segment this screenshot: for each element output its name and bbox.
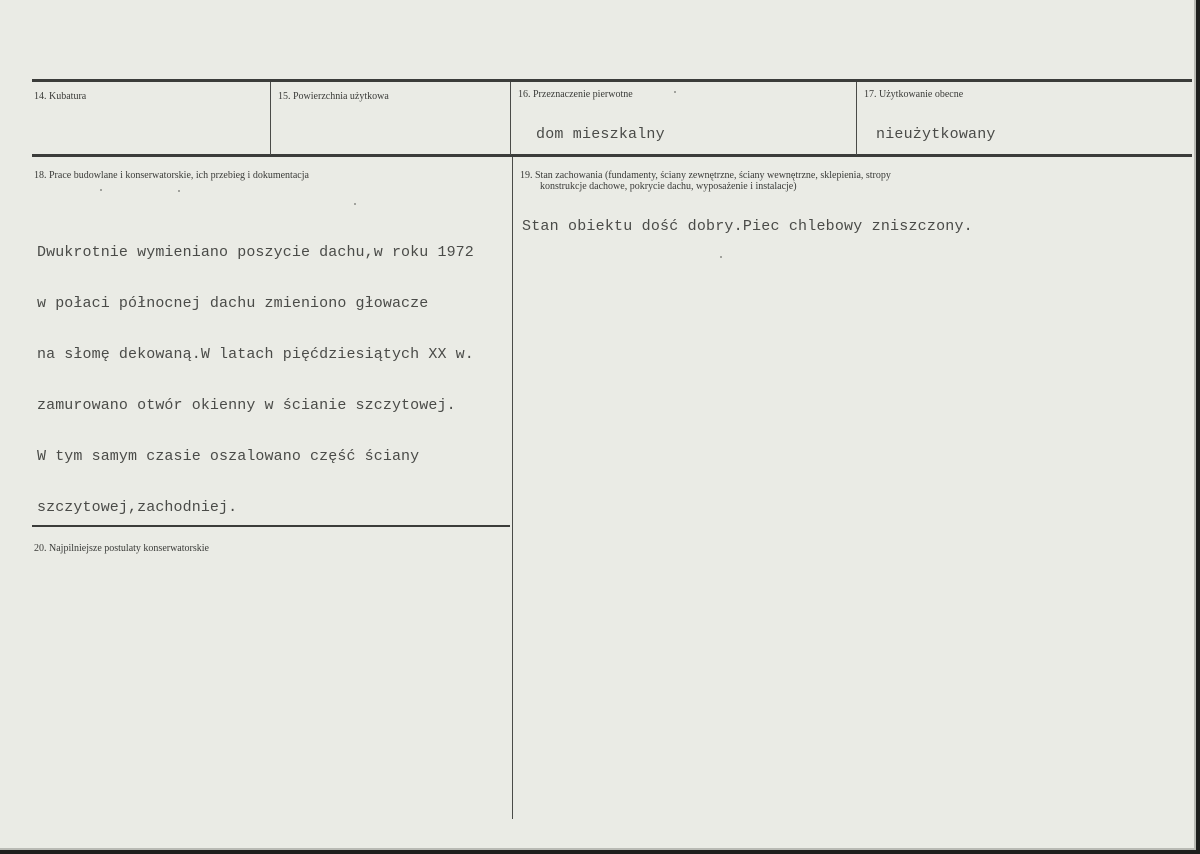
paper-speck — [100, 189, 102, 191]
field-18-line: szczytowej,zachodniej. — [37, 499, 238, 516]
paper-speck — [720, 256, 722, 258]
field-14-label: 14. Kubatura — [34, 91, 87, 102]
field-18-line: zamurowano otwór okienny w ścianie szczytowej. — [37, 397, 456, 414]
paper-speck — [674, 91, 676, 93]
field-20-label: 20. Najpilniejsze postulaty konserwatorskie — [34, 543, 209, 554]
field-18-line: na słomę dekowaną.W latach pięćdziesiątych XX w. — [37, 346, 474, 363]
field-19-label-line1: 19. Stan zachowania (fundamenty, ściany zewnętrzne, ściany wewnętrzne, sklepienia, stropy — [520, 170, 891, 181]
paper-speck — [354, 203, 356, 205]
field-19-value: Stan obiektu dość dobry.Piec chlebowy zniszczony. — [522, 218, 973, 235]
field-16-value: dom mieszkalny — [536, 126, 665, 143]
top-rule — [32, 79, 1192, 82]
divider-14-15 — [270, 82, 271, 155]
divider-16-17 — [856, 82, 857, 155]
field-18-text — [37, 210, 474, 550]
field-18-label: 18. Prace budowlane i konserwatorskie, ich przebieg i dokumentacja — [34, 170, 309, 181]
field-15-label: 15. Powierzchnia użytkowa — [278, 91, 389, 102]
field-18-line: Dwukrotnie wymieniano poszycie dachu,w roku 1972 — [37, 244, 474, 261]
field-18-line: W tym samym czasie oszalowano część ściany — [37, 448, 420, 465]
divider-main — [512, 157, 513, 819]
field-18-line: w połaci północnej dachu zmieniono głowacze — [37, 295, 429, 312]
field-19-label-line2: konstrukcje dachowe, pokrycie dachu, wyposażenie i instalacje) — [540, 181, 797, 192]
field-16-label: 16. Przeznaczenie pierwotne — [518, 89, 633, 100]
field-17-label: 17. Użytkowanie obecne — [864, 89, 964, 100]
middle-rule — [32, 154, 1192, 157]
field-17-value: nieużytkowany — [876, 126, 996, 143]
divider-15-16 — [510, 82, 511, 155]
paper-speck — [178, 190, 180, 192]
